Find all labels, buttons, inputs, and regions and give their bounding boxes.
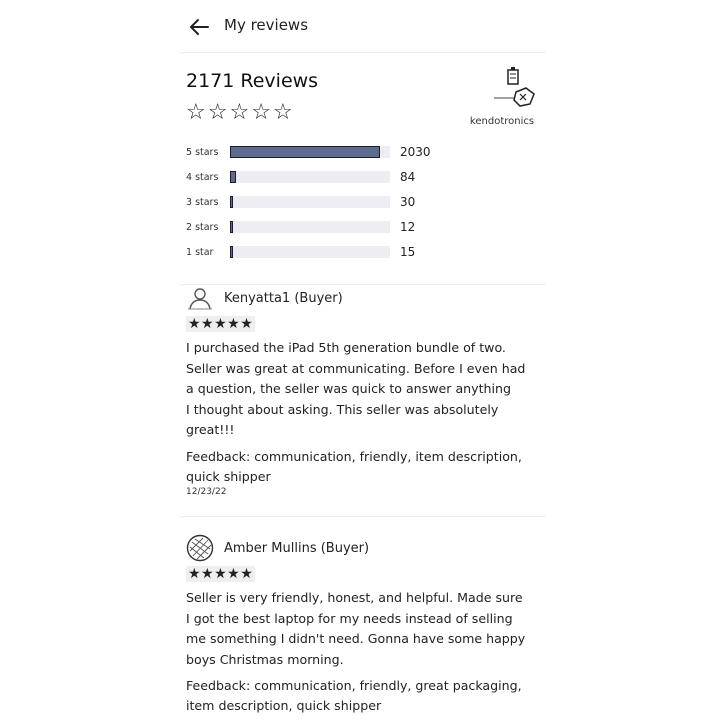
user-avatar-icon <box>186 284 214 312</box>
reviewer-row <box>186 284 536 312</box>
feedback-line: Feedback: communication, friendly, great packaging, <box>186 678 522 693</box>
review-card <box>186 284 536 497</box>
star-outline-icon: ☆ <box>229 100 250 125</box>
feedback-line: quick shipper <box>186 468 271 484</box>
review-text <box>186 338 536 441</box>
star-outline-icon: ☆ <box>207 100 228 125</box>
review-text-line: Seller was great at communicating. Before I even had <box>186 360 526 376</box>
rating-row-label: 1 star <box>186 246 214 258</box>
review-divider <box>180 516 546 517</box>
seller-name: kendotronics <box>469 116 535 127</box>
overall-rating-stars <box>186 100 293 126</box>
rating-bar-track <box>230 246 390 258</box>
rating-row-label: 5 stars <box>186 146 219 158</box>
page-title: My reviews <box>224 16 309 34</box>
rating-bar-fill <box>230 171 236 183</box>
rating-bar-track <box>230 146 390 158</box>
rating-bar-fill <box>230 221 233 233</box>
rating-row <box>186 220 415 234</box>
rating-bar-track <box>230 221 390 233</box>
review-count: 2171 Reviews <box>186 70 319 92</box>
back-button[interactable] <box>186 14 212 40</box>
review-rating-stars: ★★★★★ <box>188 566 254 582</box>
review-text-line: I thought about asking. This seller was absolutely <box>186 401 499 417</box>
rating-row <box>186 145 431 159</box>
rating-row <box>186 170 415 184</box>
review-text-line: I purchased the iPad 5th generation bundle of two. <box>186 340 506 355</box>
review-text-line: boys Christmas morning. <box>186 651 344 667</box>
review-text-line: a question, the seller was quick to answer anything <box>186 381 512 396</box>
reviewer-row <box>186 534 536 562</box>
review-text-line: me something I didn't need. Gonna have some happy <box>186 631 526 646</box>
feedback-line: Feedback: communication, friendly, item description, <box>186 448 522 464</box>
rating-row-label: 3 stars <box>186 196 219 208</box>
rating-row-label: 4 stars <box>186 171 219 183</box>
rating-bar-fill <box>230 246 233 258</box>
rating-bar-track <box>230 196 390 208</box>
rating-row-label: 2 stars <box>186 221 219 233</box>
rating-row <box>186 245 415 259</box>
user-avatar-icon <box>186 534 214 562</box>
star-outline-icon: ☆ <box>186 100 206 125</box>
reviewer-name: Amber Mullins (Buyer) <box>224 540 370 556</box>
rating-bar-fill <box>230 196 233 208</box>
review-feedback <box>186 447 536 487</box>
review-card <box>186 534 536 716</box>
reviewer-name: Kenyatta1 (Buyer) <box>224 290 343 306</box>
rating-row-count: 15 <box>400 245 416 259</box>
rating-bar-track <box>230 171 390 183</box>
rating-row-count: 2030 <box>400 145 431 159</box>
review-feedback <box>186 676 536 716</box>
review-text-line: Seller is very friendly, honest, and helpful. Made sure <box>186 590 523 605</box>
arrow-left-icon <box>189 18 209 36</box>
review-rating-stars: ★★★★★ <box>188 316 254 332</box>
rating-row-count: 30 <box>400 195 416 209</box>
rating-bar-fill <box>230 146 380 158</box>
review-date: 12/23/22 <box>186 486 227 497</box>
star-outline-icon: ☆ <box>272 100 293 125</box>
review-text-line: great!!! <box>186 422 235 437</box>
feedback-line: item description, quick shipper <box>186 698 382 713</box>
rating-row-count: 12 <box>400 220 416 234</box>
rating-row <box>186 195 415 209</box>
review-text <box>186 588 536 670</box>
rating-row-count: 84 <box>400 170 416 184</box>
header-divider <box>180 52 546 53</box>
review-text-line: I got the best laptop for my needs instead of selling <box>186 610 513 626</box>
star-outline-icon: ☆ <box>251 100 271 125</box>
